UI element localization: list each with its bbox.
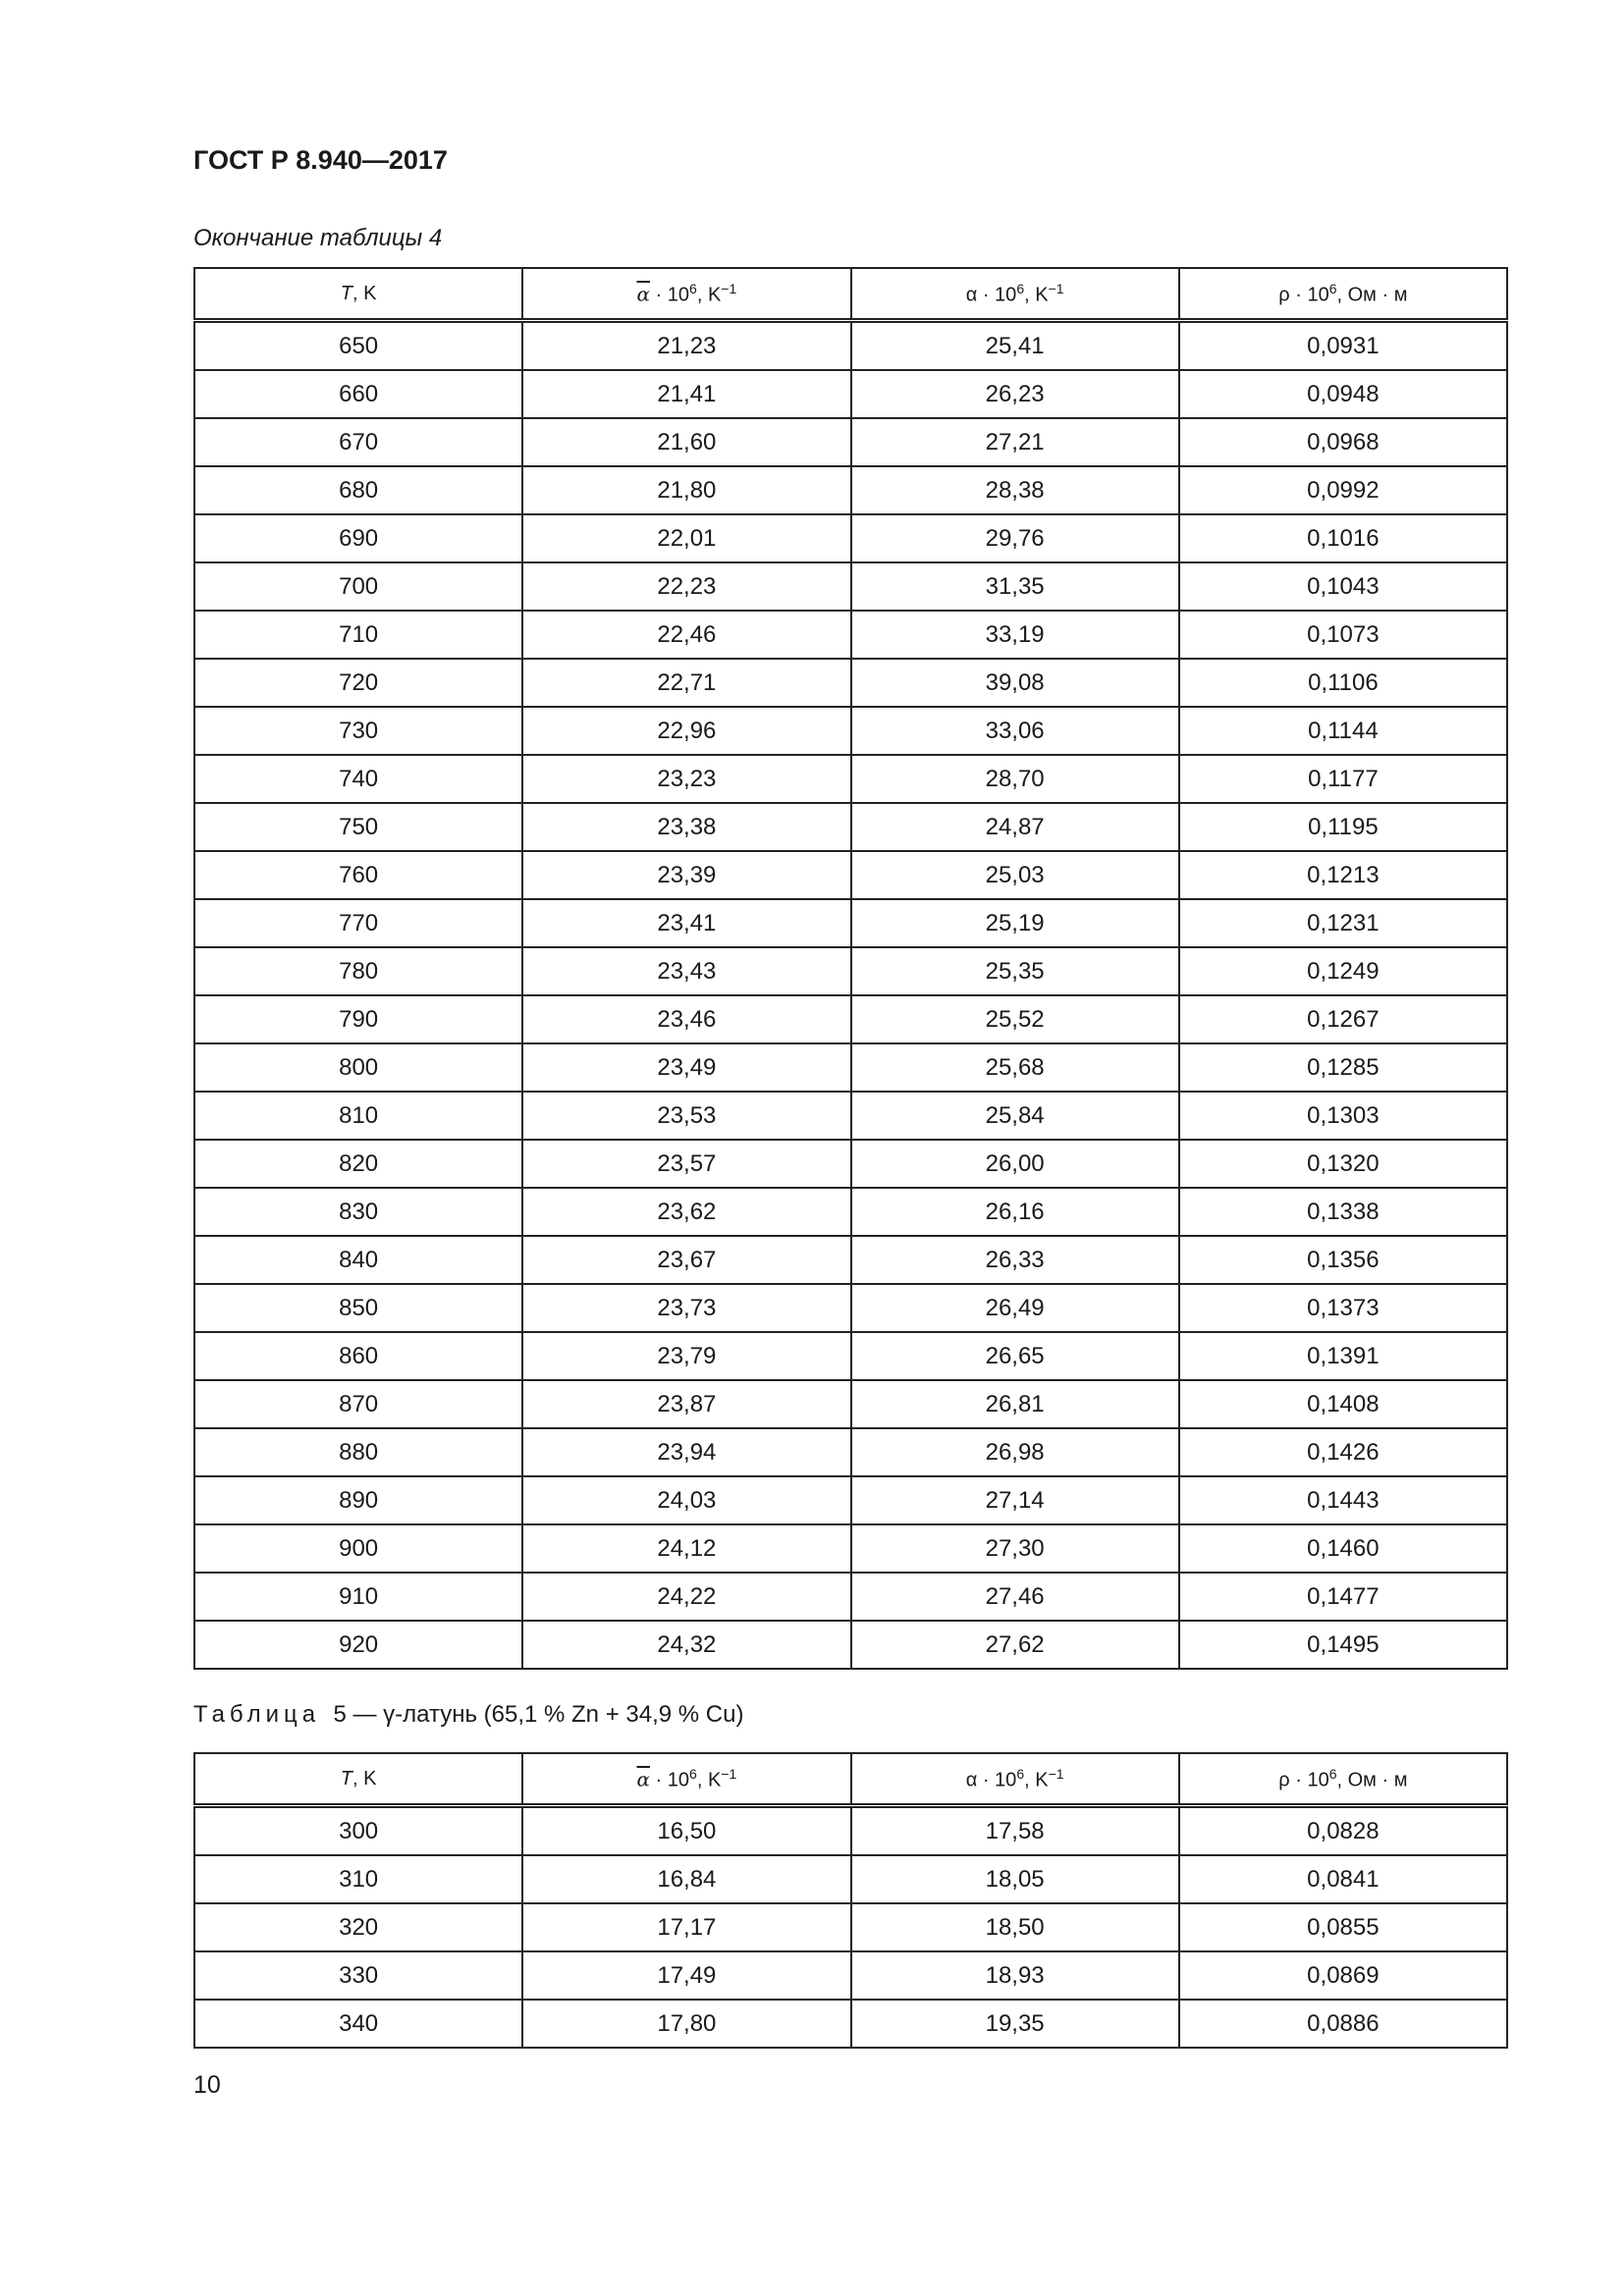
table-cell: 0,0841 — [1179, 1855, 1507, 1903]
table-cell: 23,57 — [522, 1140, 850, 1188]
table-cell: 17,58 — [851, 1806, 1179, 1856]
table-cell: 24,87 — [851, 803, 1179, 851]
table-cell: 23,38 — [522, 803, 850, 851]
table-5 — [193, 1752, 1508, 2049]
table-cell: 0,1426 — [1179, 1428, 1507, 1476]
col-alpha-header: $\alpha \cdot 10^6$, $K^{-1}$ — [851, 1753, 1179, 1806]
table-row — [194, 466, 1507, 514]
table-cell: 25,41 — [851, 321, 1179, 371]
table-row — [194, 1806, 1507, 1856]
table-cell: 23,79 — [522, 1332, 850, 1380]
table-cell: 770 — [194, 899, 522, 947]
table-row — [194, 707, 1507, 755]
table-cell: 780 — [194, 947, 522, 995]
table-cell: 21,41 — [522, 370, 850, 418]
table-cell: 760 — [194, 851, 522, 899]
table-cell: 23,43 — [522, 947, 850, 995]
table-4-body — [194, 321, 1507, 1670]
table-cell: 24,12 — [522, 1524, 850, 1573]
table-cell: 22,01 — [522, 514, 850, 562]
table-cell: 27,14 — [851, 1476, 1179, 1524]
table-row — [194, 1855, 1507, 1903]
table-cell: 750 — [194, 803, 522, 851]
table-cell: 0,1213 — [1179, 851, 1507, 899]
page-number: 10 — [193, 2071, 221, 2099]
table-cell: 720 — [194, 659, 522, 707]
table-cell: 25,19 — [851, 899, 1179, 947]
table-cell: 27,46 — [851, 1573, 1179, 1621]
table-cell: 28,38 — [851, 466, 1179, 514]
table-cell: 26,49 — [851, 1284, 1179, 1332]
table-row — [194, 659, 1507, 707]
table-row — [194, 755, 1507, 803]
table-cell: 0,1106 — [1179, 659, 1507, 707]
table-row — [194, 995, 1507, 1043]
table-cell: 320 — [194, 1903, 522, 1951]
table-cell: 25,35 — [851, 947, 1179, 995]
table-cell: 25,52 — [851, 995, 1179, 1043]
table-row — [194, 514, 1507, 562]
table-cell: 23,94 — [522, 1428, 850, 1476]
table-row — [194, 611, 1507, 659]
table-cell: 730 — [194, 707, 522, 755]
table-cell: 23,87 — [522, 1380, 850, 1428]
table-cell: 22,23 — [522, 562, 850, 611]
table-cell: 24,32 — [522, 1621, 850, 1669]
table-cell: 680 — [194, 466, 522, 514]
col-mean-alpha-header: $\overline{\alpha} \cdot 10^6$, $K^{-1}$ — [522, 1753, 850, 1806]
table-cell: 23,49 — [522, 1043, 850, 1092]
table-row — [194, 899, 1507, 947]
table-cell: 0,1356 — [1179, 1236, 1507, 1284]
table-cell: 0,0968 — [1179, 418, 1507, 466]
table-cell: 25,03 — [851, 851, 1179, 899]
table-row — [194, 1621, 1507, 1669]
table-cell: 23,46 — [522, 995, 850, 1043]
table-cell: 26,81 — [851, 1380, 1179, 1428]
table-cell: 23,67 — [522, 1236, 850, 1284]
table-cell: 0,0828 — [1179, 1806, 1507, 1856]
table-cell: 0,0948 — [1179, 370, 1507, 418]
table-cell: 820 — [194, 1140, 522, 1188]
table-cell: 340 — [194, 2000, 522, 2048]
table-cell: 660 — [194, 370, 522, 418]
table-cell: 39,08 — [851, 659, 1179, 707]
table-cell: 0,1443 — [1179, 1476, 1507, 1524]
table-cell: 18,05 — [851, 1855, 1179, 1903]
table-cell: 23,53 — [522, 1092, 850, 1140]
table-row — [194, 851, 1507, 899]
table-cell: 21,60 — [522, 418, 850, 466]
table-row — [194, 1188, 1507, 1236]
table-cell: 310 — [194, 1855, 522, 1903]
col-resistivity-header: $\rho \cdot 10^6$, Ом · м — [1179, 1753, 1507, 1806]
table-cell: 690 — [194, 514, 522, 562]
table-row — [194, 1332, 1507, 1380]
table-cell: 0,1320 — [1179, 1140, 1507, 1188]
table-row — [194, 1140, 1507, 1188]
table-cell: 0,1144 — [1179, 707, 1507, 755]
table-cell: 860 — [194, 1332, 522, 1380]
table-cell: 23,39 — [522, 851, 850, 899]
table-cell: 0,1249 — [1179, 947, 1507, 995]
table-cell: 16,84 — [522, 1855, 850, 1903]
table-row — [194, 562, 1507, 611]
table-cell: 910 — [194, 1573, 522, 1621]
table-cell: 17,17 — [522, 1903, 850, 1951]
col-alpha-header: $\alpha \cdot 10^6$, $K^{-1}$ — [851, 268, 1179, 321]
table-cell: 27,21 — [851, 418, 1179, 466]
table-cell: 26,00 — [851, 1140, 1179, 1188]
table-cell: 31,35 — [851, 562, 1179, 611]
table-cell: 840 — [194, 1236, 522, 1284]
table-cell: 0,1338 — [1179, 1188, 1507, 1236]
table-row — [194, 1476, 1507, 1524]
table-cell: 0,1477 — [1179, 1573, 1507, 1621]
table-cell: 26,23 — [851, 370, 1179, 418]
table-cell: 0,1043 — [1179, 562, 1507, 611]
table-cell: 33,19 — [851, 611, 1179, 659]
table-cell: 0,1016 — [1179, 514, 1507, 562]
table-cell: 26,16 — [851, 1188, 1179, 1236]
table-cell: 0,1373 — [1179, 1284, 1507, 1332]
table-cell: 0,1195 — [1179, 803, 1507, 851]
table-cell: 23,73 — [522, 1284, 850, 1332]
table-row — [194, 1380, 1507, 1428]
table-cell: 25,68 — [851, 1043, 1179, 1092]
table-cell: 24,22 — [522, 1573, 850, 1621]
table-cell: 27,30 — [851, 1524, 1179, 1573]
table-cell: 0,1177 — [1179, 755, 1507, 803]
table-cell: 0,1231 — [1179, 899, 1507, 947]
table-row — [194, 1573, 1507, 1621]
table-cell: 0,1073 — [1179, 611, 1507, 659]
table-cell: 33,06 — [851, 707, 1179, 755]
table-cell: 28,70 — [851, 755, 1179, 803]
table-cell: 0,1460 — [1179, 1524, 1507, 1573]
col-temperature-header: T, K — [194, 268, 522, 321]
table-cell: 0,1495 — [1179, 1621, 1507, 1669]
table-5-caption: Таблица 5 — γ-латунь (65,1 % Zn + 34,9 % Cu) — [193, 1701, 744, 1728]
table-cell: 0,0992 — [1179, 466, 1507, 514]
table-cell: 26,33 — [851, 1236, 1179, 1284]
table-header-row — [194, 1753, 1507, 1806]
table-cell: 21,23 — [522, 321, 850, 371]
table-cell: 17,80 — [522, 2000, 850, 2048]
table-5-body — [194, 1806, 1507, 2049]
table-cell: 18,50 — [851, 1903, 1179, 1951]
table-row — [194, 1236, 1507, 1284]
table-cell: 22,71 — [522, 659, 850, 707]
table-cell: 300 — [194, 1806, 522, 1856]
table-row — [194, 418, 1507, 466]
table-cell: 0,1391 — [1179, 1332, 1507, 1380]
table-cell: 710 — [194, 611, 522, 659]
table-cell: 700 — [194, 562, 522, 611]
table-cell: 650 — [194, 321, 522, 371]
table-row — [194, 1092, 1507, 1140]
table-cell: 16,50 — [522, 1806, 850, 1856]
table-cell: 24,03 — [522, 1476, 850, 1524]
table-cell: 21,80 — [522, 466, 850, 514]
table-row — [194, 370, 1507, 418]
table-cell: 0,1408 — [1179, 1380, 1507, 1428]
table-cell: 23,41 — [522, 899, 850, 947]
table-row — [194, 1043, 1507, 1092]
table-cell: 0,0931 — [1179, 321, 1507, 371]
table-cell: 890 — [194, 1476, 522, 1524]
table-cell: 850 — [194, 1284, 522, 1332]
table-cell: 330 — [194, 1951, 522, 2000]
table-cell: 26,65 — [851, 1332, 1179, 1380]
table-cell: 18,93 — [851, 1951, 1179, 2000]
table-cell: 22,46 — [522, 611, 850, 659]
table-cell: 800 — [194, 1043, 522, 1092]
table-cell: 830 — [194, 1188, 522, 1236]
table-row — [194, 1524, 1507, 1573]
table-4-caption: Окончание таблицы 4 — [193, 225, 443, 251]
table-cell: 27,62 — [851, 1621, 1179, 1669]
table-row — [194, 1428, 1507, 1476]
col-temperature-header: T, K — [194, 1753, 522, 1806]
table-cell: 670 — [194, 418, 522, 466]
table-cell: 17,49 — [522, 1951, 850, 2000]
table-row — [194, 1284, 1507, 1332]
table-cell: 29,76 — [851, 514, 1179, 562]
table-cell: 870 — [194, 1380, 522, 1428]
table-cell: 880 — [194, 1428, 522, 1476]
table-cell: 920 — [194, 1621, 522, 1669]
table-header-row — [194, 268, 1507, 321]
table-cell: 23,23 — [522, 755, 850, 803]
table-cell: 0,1303 — [1179, 1092, 1507, 1140]
table-cell: 0,1285 — [1179, 1043, 1507, 1092]
table-row — [194, 803, 1507, 851]
table-cell: 19,35 — [851, 2000, 1179, 2048]
table-4 — [193, 267, 1508, 1670]
table-cell: 26,98 — [851, 1428, 1179, 1476]
table-row — [194, 321, 1507, 371]
table-cell: 0,1267 — [1179, 995, 1507, 1043]
table-row — [194, 1903, 1507, 1951]
table-cell: 810 — [194, 1092, 522, 1140]
col-resistivity-header: $\rho \cdot 10^6$, Ом · м — [1179, 268, 1507, 321]
table-cell: 740 — [194, 755, 522, 803]
table-cell: 0,0886 — [1179, 2000, 1507, 2048]
table-cell: 790 — [194, 995, 522, 1043]
table-cell: 25,84 — [851, 1092, 1179, 1140]
table-row — [194, 2000, 1507, 2048]
table-cell: 900 — [194, 1524, 522, 1573]
table-cell: 0,0869 — [1179, 1951, 1507, 2000]
col-mean-alpha-header: $\overline{\alpha} \cdot 10^6$, $K^{-1}$ — [522, 268, 850, 321]
table-row — [194, 947, 1507, 995]
table-cell: 23,62 — [522, 1188, 850, 1236]
table-cell: 0,0855 — [1179, 1903, 1507, 1951]
table-cell: 22,96 — [522, 707, 850, 755]
document-code: ГОСТ Р 8.940—2017 — [193, 145, 448, 175]
table-row — [194, 1951, 1507, 2000]
